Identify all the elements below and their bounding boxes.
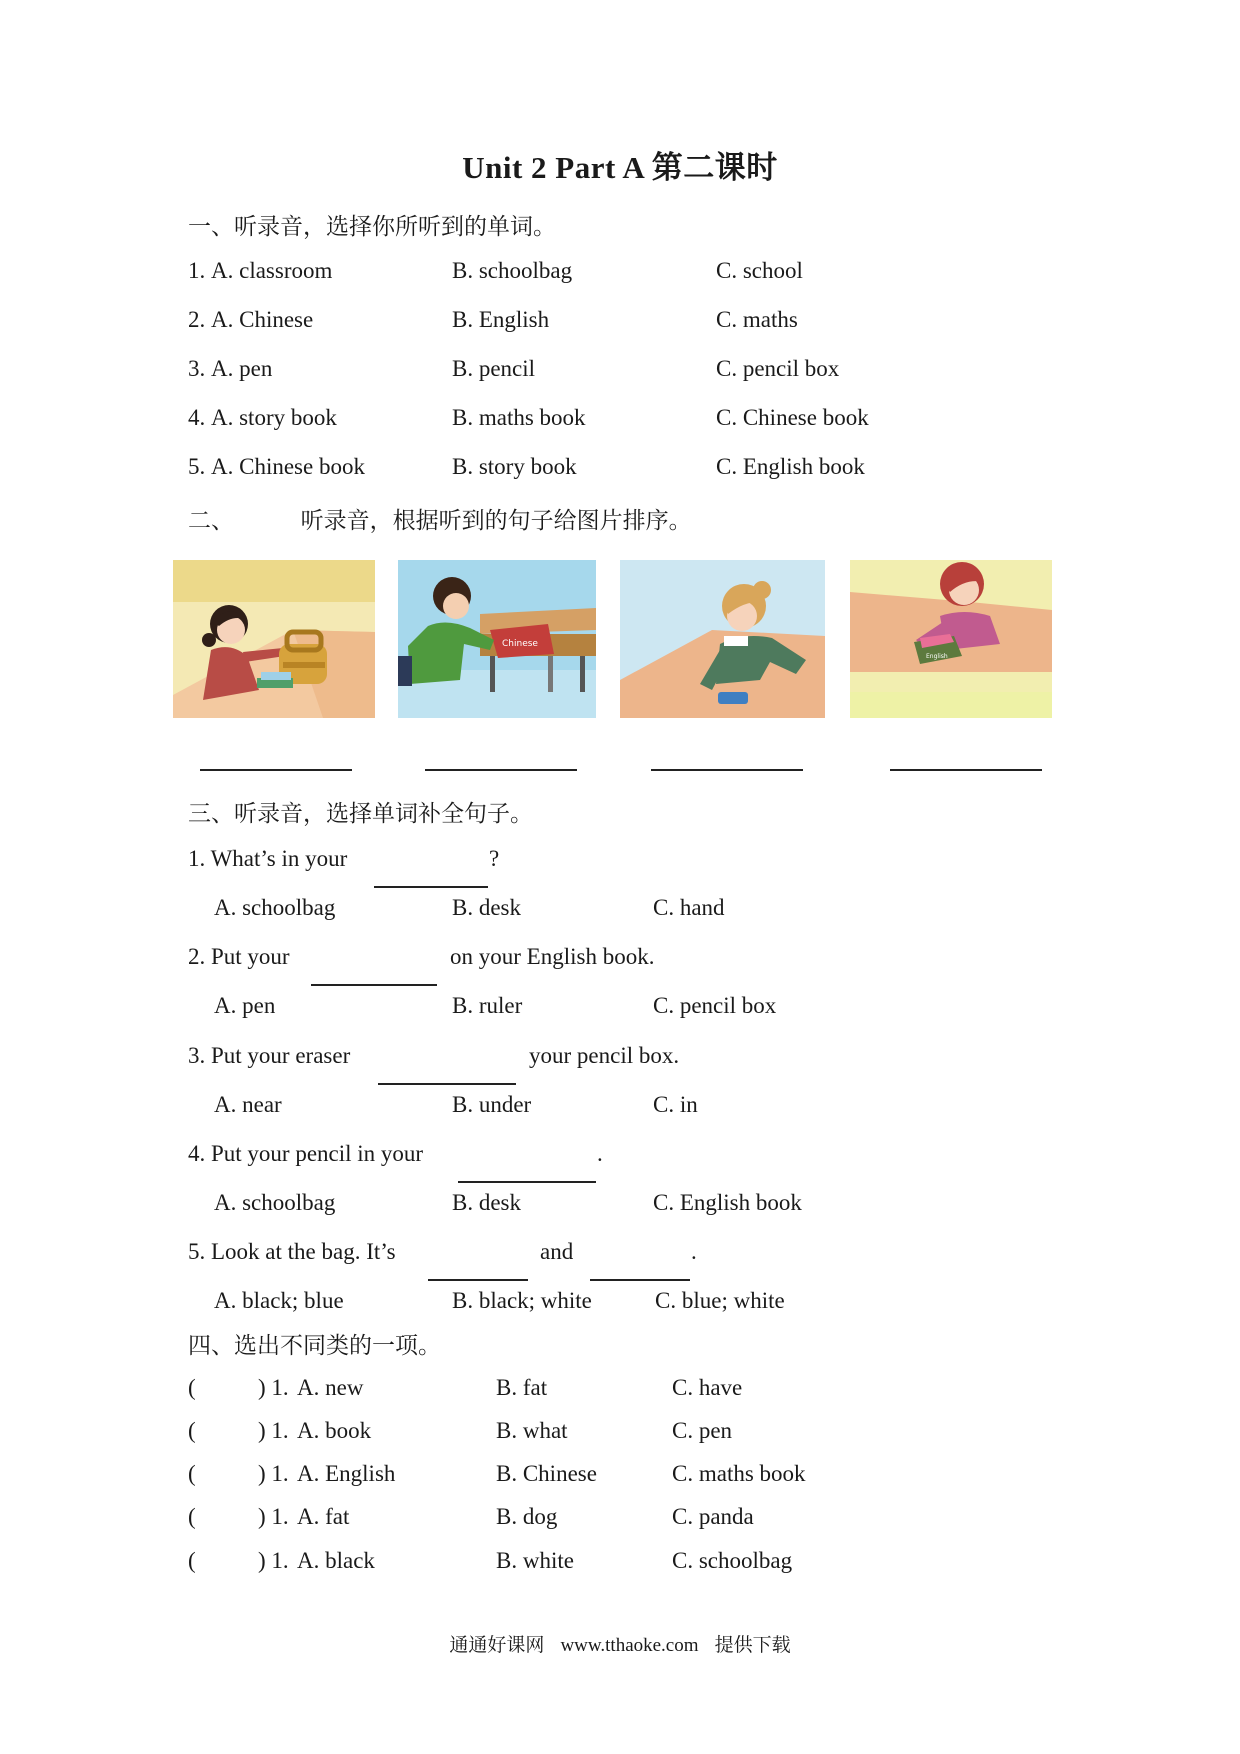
option-c: C. Chinese book [716,405,869,430]
option-c: C. in [653,1092,698,1117]
option-a: A. pen [211,356,273,381]
list-item [0,405,1240,439]
item-number: 5. [188,454,206,479]
option-a: A. book [297,1418,372,1443]
picture-girl-book [850,560,1052,718]
answer-blank[interactable] [428,1257,528,1281]
paren-close-number: ) 1. [258,1548,289,1573]
option-a: A. schoolbag [214,1190,336,1215]
book-cover-label: English [926,653,948,660]
page-footer [0,1630,1240,1657]
question-end: ? [489,846,500,871]
question-end: your pencil box. [529,1043,680,1068]
answer-line[interactable] [200,769,352,771]
paren-open: ( [188,1504,196,1529]
picture-girl-eraser [620,560,825,718]
option-b: B. fat [496,1375,548,1400]
answer-line[interactable] [425,769,577,771]
options-row [0,1092,1240,1126]
option-b: B. ruler [452,993,523,1018]
option-c: C. pencil box [716,356,840,381]
option-c: C. blue; white [655,1288,785,1313]
section1-heading: 一、听录音，选择你所听到的单词。 [188,214,556,240]
option-b: B. maths book [452,405,586,430]
answer-blank[interactable] [374,864,488,888]
paren-close-number: ) 1. [258,1375,289,1400]
option-c: C. pen [672,1418,733,1443]
question-text: 4. Put your pencil in your [188,1141,424,1166]
option-b: B. under [452,1092,532,1117]
question-row [0,1043,1240,1077]
section3-heading: 三、听录音，选择单词补全句子。 [188,801,533,827]
question-end: . [691,1239,697,1264]
option-a: A. fat [297,1504,350,1529]
option-b: B. desk [452,1190,521,1215]
item-number: 1. [188,258,206,283]
answer-line[interactable] [890,769,1042,771]
question-row [0,944,1240,978]
question-text: 5. Look at the bag. It’s [188,1239,396,1264]
option-b: B. black; white [452,1288,592,1313]
option-a: A. black; blue [214,1288,344,1313]
section2-heading-text: 听录音，根据听到的句子给图片排序。 [300,508,692,534]
option-a: A. Chinese book [211,454,365,479]
paren-open: ( [188,1418,196,1443]
page-title: Unit 2 Part A 第二课时 [462,150,778,185]
option-c: C. panda [672,1504,754,1529]
item-number: 4. [188,405,206,430]
list-item [0,454,1240,488]
option-b: B. what [496,1418,568,1443]
option-c: C. school [716,258,803,283]
question-end: . [597,1141,603,1166]
paren-open: ( [188,1461,196,1486]
paren-open: ( [188,1375,196,1400]
option-a: A. story book [211,405,337,430]
paren-close-number: ) 1. [258,1461,289,1486]
option-a: A. schoolbag [214,895,336,920]
option-c: C. English book [716,454,865,479]
answer-blank[interactable] [590,1257,690,1281]
list-item [0,1461,1240,1495]
options-row [0,895,1240,929]
option-b: B. pencil [452,356,536,381]
picture-boy-desk [398,560,596,718]
item-number: 3. [188,356,206,381]
list-item [0,307,1240,341]
question-text: 3. Put your eraser [188,1043,351,1068]
option-a: A. pen [214,993,276,1018]
footer-url[interactable]: www.tthaoke.com [560,1635,699,1656]
option-c: C. maths [716,307,798,332]
option-b: B. schoolbag [452,258,573,283]
option-b: B. white [496,1548,574,1573]
option-b: B. desk [452,895,521,920]
answer-line[interactable] [651,769,803,771]
option-a: A. English [297,1461,396,1486]
options-row [0,1190,1240,1224]
picture-girl-schoolbag [173,560,375,718]
paren-close-number: ) 1. [258,1504,289,1529]
paren-close-number: ) 1. [258,1418,289,1443]
question-row [0,846,1240,880]
question-text: 1. What’s in your [188,846,348,871]
option-b: B. English [452,307,550,332]
answer-blank[interactable] [311,962,437,986]
option-c: C. schoolbag [672,1548,793,1573]
section2-heading [188,502,692,535]
book-cover-label: Chinese [502,639,538,649]
option-c: C. hand [653,895,725,920]
option-b: B. dog [496,1504,558,1529]
option-a: A. new [297,1375,364,1400]
footer-download-text: 提供下载 [714,1634,791,1656]
answer-blank[interactable] [378,1061,516,1085]
paren-open: ( [188,1548,196,1573]
option-a: A. black [297,1548,375,1573]
list-item [0,1418,1240,1452]
list-item [0,1504,1240,1538]
option-a: A. Chinese [211,307,314,332]
question-row [0,1239,1240,1273]
section4-heading: 四、选出不同类的一项。 [188,1333,441,1359]
option-b: B. story book [452,454,577,479]
item-number: 2. [188,307,206,332]
question-text: 2. Put your [188,944,290,969]
list-item [0,1375,1240,1409]
section2-heading-number: 二、 [188,508,234,534]
option-b: B. Chinese [496,1461,597,1486]
list-item [0,1548,1240,1582]
list-item [0,356,1240,390]
option-c: C. maths book [672,1461,806,1486]
option-c: C. English book [653,1190,802,1215]
options-row [0,1288,1240,1322]
footer-site-name: 通通好课网 [449,1634,545,1656]
question-conjunction: and [540,1239,574,1264]
list-item [0,258,1240,292]
option-c: C. pencil box [653,993,777,1018]
question-row [0,1141,1240,1175]
option-c: C. have [672,1375,743,1400]
answer-blank[interactable] [458,1159,596,1183]
options-row [0,993,1240,1027]
question-end: on your English book. [450,944,655,969]
option-a: A. near [214,1092,282,1117]
option-a: A. classroom [211,258,333,283]
